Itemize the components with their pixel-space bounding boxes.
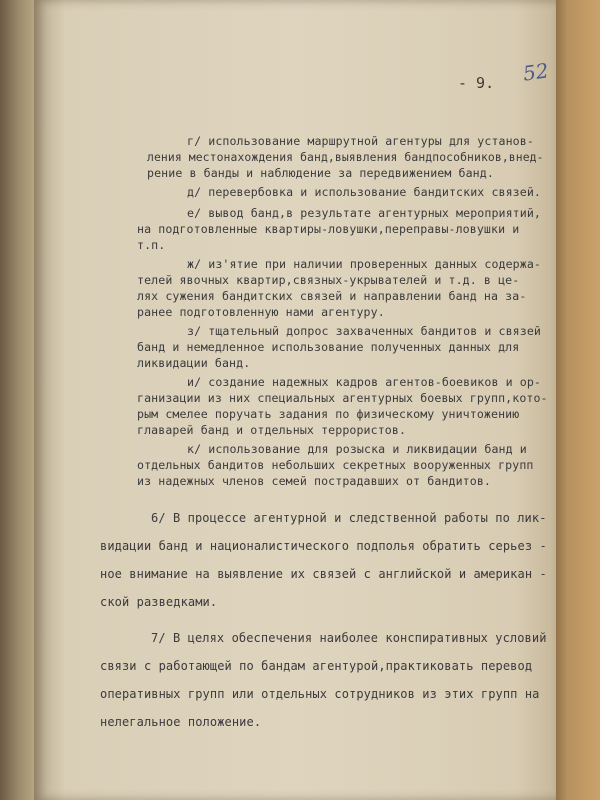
item-e-line-2: на подготовленные квартиры-ловушки,переправы-ловушки и — [137, 222, 520, 236]
item-i-line-1: и/ создание надежных кадров агентов-боевиков и ор- — [187, 375, 542, 389]
para-6-line-4: ской разведками. — [100, 595, 218, 609]
item-zh-line-1: ж/ из'ятие при наличии проверенных данных содержа- — [187, 257, 542, 271]
item-zh-line-4: ранее подготовленную нами агентуру. — [137, 305, 385, 319]
archive-number-handwritten: 52 — [521, 58, 550, 86]
item-d-line-1: д/ перевербовка и использование бандитских связей. — [187, 185, 542, 199]
item-g-line-2: ления местонахождения банд,выявления бандпособников,внед- — [147, 150, 544, 164]
item-z-line-2: банд и немедленное использование полученных данных для — [137, 340, 520, 354]
item-i-line-4: главарей банд и отдельных террористов. — [137, 423, 407, 437]
item-g-line-1: г/ использование маршрутной агентуры для установ- — [187, 134, 534, 148]
para-7-line-3: оперативных групп или отдельных сотрудников из этих групп на — [100, 687, 540, 701]
item-k-line-1: к/ использование для розыска и ликвидации банд и — [187, 442, 527, 456]
item-i-line-3: рым смелее поручать задания по физическому уничтожению — [137, 407, 520, 421]
item-e-line-3: т.п. — [137, 238, 166, 252]
item-i-line-2: ганизации из них специальных агентурных боевых групп,кото- — [137, 391, 548, 405]
item-z-line-3: ликвидации банд. — [137, 356, 251, 370]
para-6-line-3: ное внимание на выявление их связей с английской и американ - — [100, 567, 547, 581]
para-6-line-2: видации банд и националистического подполья обратить серьез - — [100, 539, 547, 553]
binder-cover-edge — [553, 0, 600, 800]
document-page — [34, 0, 556, 800]
item-k-line-3: из надежных членов семей пострадавших от бандитов. — [137, 474, 492, 488]
item-k-line-2: отдельных бандитов небольших секретных вооруженных групп — [137, 458, 534, 472]
item-zh-line-3: лях сужения бандитских связей и направлении банд на за- — [137, 289, 527, 303]
page-number: - 9. — [458, 74, 495, 92]
para-7-line-2: связи с работающей по бандам агентурой,практиковать перевод — [100, 659, 533, 673]
item-g-line-3: рение в банды и наблюдение за передвижением банд. — [147, 166, 494, 180]
facing-page-edge — [0, 0, 34, 800]
para-7-line-1: 7/ В целях обеспечения наиболее конспиративных условий — [151, 631, 547, 645]
item-z-line-1: з/ тщательный допрос захваченных бандитов и связей — [187, 324, 542, 338]
para-7-line-4: нелегальное положение. — [100, 715, 262, 729]
item-zh-line-2: телей явочных квартир,связных-укрывателей и т.д. в це- — [137, 273, 520, 287]
item-e-line-1: е/ вывод банд,в результате агентурных мероприятий, — [187, 206, 542, 220]
para-6-line-1: 6/ В процессе агентурной и следственной работы по лик- — [151, 511, 547, 525]
